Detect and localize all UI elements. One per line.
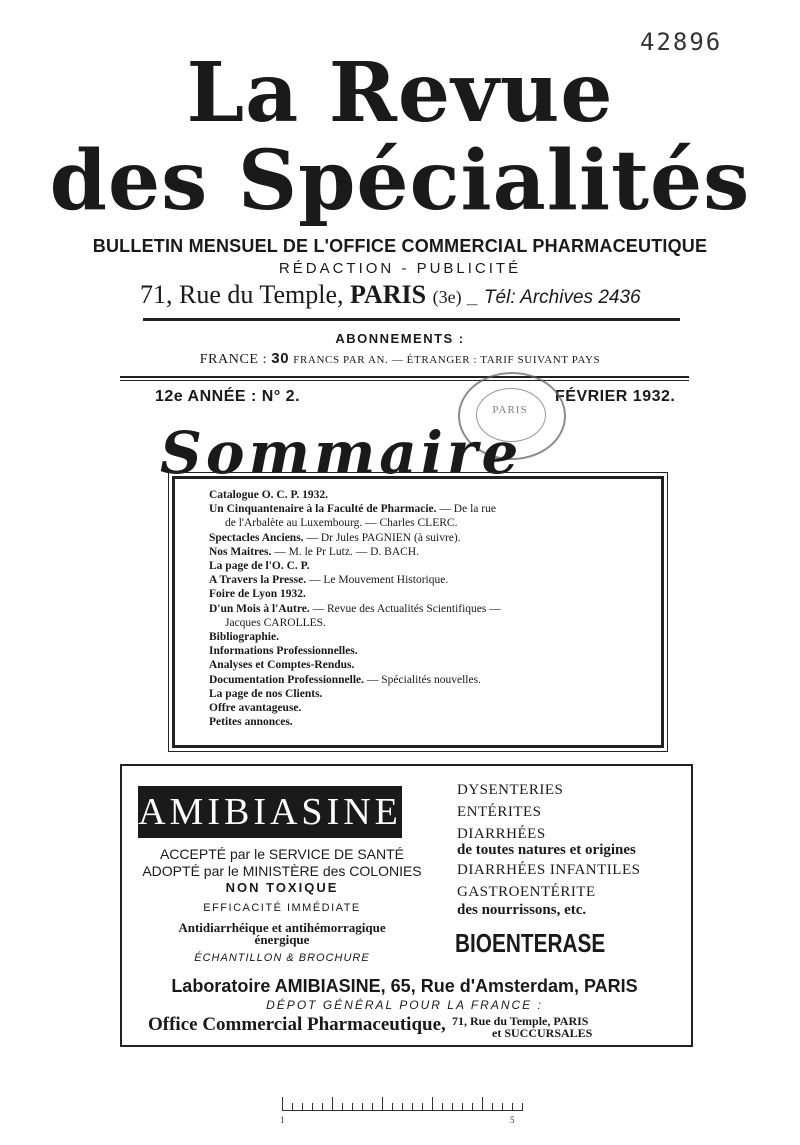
ruler-tick bbox=[452, 1103, 453, 1111]
ruler-tick bbox=[382, 1097, 383, 1111]
advert-laboratoire: Laboratoire AMIBIASINE, 65, Rue d'Amsterdam, PARIS bbox=[171, 976, 638, 996]
ruler-tick bbox=[322, 1103, 323, 1111]
france-price: 30 bbox=[271, 350, 290, 367]
toc-line bbox=[209, 687, 322, 701]
toc-line bbox=[209, 644, 358, 658]
toc-entry-title: Spectacles Anciens. bbox=[209, 531, 304, 544]
masthead-subtitle: BULLETIN MENSUEL DE L'OFFICE COMMERCIAL PHARMACEUTIQUE bbox=[92, 236, 708, 256]
toc-entry-detail: — De la rue bbox=[436, 503, 496, 516]
ruler-tick bbox=[472, 1103, 473, 1111]
toc-entry-title: Informations Professionnelles. bbox=[209, 645, 358, 658]
advert-echantillon: ÉCHANTILLON & BROCHURE bbox=[194, 952, 370, 964]
toc-line bbox=[209, 488, 328, 502]
toc-line bbox=[209, 630, 279, 644]
advert-right-7: des nourrissons, etc. bbox=[457, 902, 587, 918]
ruler-tick bbox=[332, 1097, 333, 1111]
issue-date: FÉVRIER 1932. bbox=[555, 388, 676, 405]
masthead-title-line2: des Spécialités bbox=[49, 133, 751, 229]
ruler-label-end: 5 bbox=[510, 1115, 515, 1125]
toc-entry-title: Petites annonces. bbox=[209, 716, 293, 729]
toc-entry-title: Foire de Lyon 1932. bbox=[209, 588, 306, 601]
ruler-tick bbox=[402, 1103, 403, 1111]
ruler-tick bbox=[482, 1097, 483, 1111]
ruler-tick bbox=[352, 1103, 353, 1111]
subscriptions-rest: FRANCS PAR AN. — ÉTRANGER : TARIF SUIVANT PAYS bbox=[293, 354, 601, 366]
ruler-tick bbox=[362, 1103, 363, 1111]
toc-line bbox=[225, 516, 457, 530]
toc-entry-detail: Jacques CAROLLES. bbox=[225, 616, 326, 629]
subscriptions-heading: ABONNEMENTS : bbox=[335, 331, 465, 346]
toc-line bbox=[209, 559, 310, 573]
address-telephone: _ Tél: Archives 2436 bbox=[468, 287, 641, 308]
advert-energique: énergique bbox=[254, 932, 310, 947]
toc-entry-detail: — Dr Jules PAGNIEN (à suivre). bbox=[303, 531, 461, 544]
toc-entry-title: Offre avantageuse. bbox=[209, 702, 302, 714]
ruler-tick bbox=[462, 1103, 463, 1111]
advert-efficacite: EFFICACITÉ IMMÉDIATE bbox=[203, 902, 361, 914]
toc-entry-title: Analyses et Comptes-Rendus. bbox=[209, 659, 355, 672]
ruler-tick bbox=[302, 1103, 303, 1111]
address-city: PARIS bbox=[350, 280, 427, 309]
advert-right-1: DYSENTERIES bbox=[457, 782, 564, 798]
advert-accepte: ACCEPTÉ par le SERVICE DE SANTÉ bbox=[159, 846, 405, 862]
toc-entry-detail: — Le Mouvement Historique. bbox=[306, 574, 449, 587]
advert-right-5: DIARRHÉES INFANTILES bbox=[457, 862, 641, 878]
toc-entry-title: A Travers la Presse. bbox=[209, 574, 307, 587]
advert-adopte: ADOPTÉ par le MINISTÈRE des COLONIES bbox=[142, 863, 422, 879]
ruler-tick bbox=[412, 1103, 413, 1111]
address-street: 71, Rue du Temple, bbox=[140, 280, 344, 309]
advert-right-3: DIARRHÉES bbox=[457, 826, 546, 842]
amibiasine-logo: AMIBIASINE bbox=[138, 786, 402, 838]
toc-entry-detail: de l'Arbalète au Luxembourg. — Charles CLERC. bbox=[225, 517, 458, 530]
toc-line bbox=[209, 573, 448, 587]
toc-entry-title: Un Cinquantenaire à la Faculté de Pharmacie. bbox=[209, 503, 437, 516]
masthead-title-line1: La Revue bbox=[186, 45, 614, 141]
advert-box bbox=[120, 764, 693, 1047]
toc-line bbox=[209, 602, 501, 616]
ruler-tick bbox=[292, 1103, 293, 1111]
bioenterase-product: BIOENTERASE bbox=[455, 928, 606, 958]
advert-depot: DÉPOT GÉNÉRAL POUR LA FRANCE : bbox=[266, 998, 543, 1012]
advert-right-4: de toutes natures et origines bbox=[457, 842, 636, 858]
advert-non-toxique: NON TOXIQUE bbox=[225, 880, 339, 895]
ruler-tick bbox=[432, 1097, 433, 1111]
toc-line bbox=[209, 545, 419, 559]
advert-office-addr1: 71, Rue du Temple, PARIS bbox=[452, 1014, 589, 1028]
ruler-tick bbox=[422, 1103, 423, 1111]
toc-line bbox=[209, 701, 301, 715]
advert-right-6: GASTROENTÉRITE bbox=[457, 884, 596, 900]
ruler-tick bbox=[282, 1097, 283, 1111]
ruler-tick bbox=[442, 1103, 443, 1111]
ruler-tick bbox=[372, 1103, 373, 1111]
sommaire-heading: Sommaire bbox=[160, 419, 523, 487]
issue-number: 12e ANNÉE : N° 2. bbox=[155, 388, 301, 405]
rule-double-2 bbox=[120, 380, 689, 381]
address-line bbox=[140, 280, 641, 310]
toc-entry-title: Catalogue O. C. P. 1932. bbox=[209, 489, 329, 501]
toc-line bbox=[209, 531, 461, 545]
advert-right-2: ENTÉRITES bbox=[457, 804, 542, 820]
address-arrondissement: (3e) bbox=[432, 287, 462, 307]
toc-entry-title: La page de l'O. C. P. bbox=[209, 560, 310, 572]
ruler-tick bbox=[342, 1103, 343, 1111]
rule-top bbox=[143, 318, 680, 321]
rule-double-1 bbox=[120, 376, 689, 378]
advert-office: Office Commercial Pharmaceutique, bbox=[148, 1014, 446, 1035]
ruler-tick bbox=[492, 1103, 493, 1111]
advert-antidiarrheique: Antidiarrhéique et antihémorragique bbox=[178, 920, 386, 935]
toc-entry-detail: — Spécialités nouvelles. bbox=[364, 673, 481, 686]
redaction-line: RÉDACTION - PUBLICITÉ bbox=[278, 260, 522, 277]
toc-entry-title: Documentation Professionnelle. bbox=[209, 673, 365, 686]
toc-line bbox=[209, 658, 354, 672]
toc-entry-detail: — Revue des Actualités Scientifiques — bbox=[309, 602, 501, 615]
france-label: FRANCE : bbox=[199, 352, 268, 367]
toc-line bbox=[209, 502, 496, 516]
toc-line bbox=[209, 673, 481, 687]
toc-entry-title: D'un Mois à l'Autre. bbox=[209, 602, 310, 615]
ruler-tick bbox=[502, 1103, 503, 1111]
catalog-number: 42896 bbox=[640, 28, 723, 56]
toc-entry-title: Nos Maitres. bbox=[209, 545, 272, 558]
ruler-tick bbox=[522, 1103, 523, 1111]
scale-ruler bbox=[280, 1097, 522, 1125]
stamp-text: PARIS bbox=[492, 404, 528, 416]
advert-office-addr2: et SUCCURSALES bbox=[492, 1026, 593, 1040]
subscriptions-line bbox=[0, 350, 800, 368]
toc-entry-title: La page de nos Clients. bbox=[209, 687, 323, 700]
toc-entry-title: Bibliographie. bbox=[209, 631, 279, 643]
ruler-label-start: 1 bbox=[280, 1115, 285, 1125]
toc-line bbox=[209, 587, 306, 601]
toc-entry-detail: — M. le Pr Lutz. — D. BACH. bbox=[271, 545, 419, 558]
toc-line bbox=[209, 715, 293, 729]
ruler-tick bbox=[312, 1103, 313, 1111]
toc-line bbox=[225, 616, 326, 630]
ruler-tick bbox=[512, 1103, 513, 1111]
ruler-tick bbox=[392, 1103, 393, 1111]
